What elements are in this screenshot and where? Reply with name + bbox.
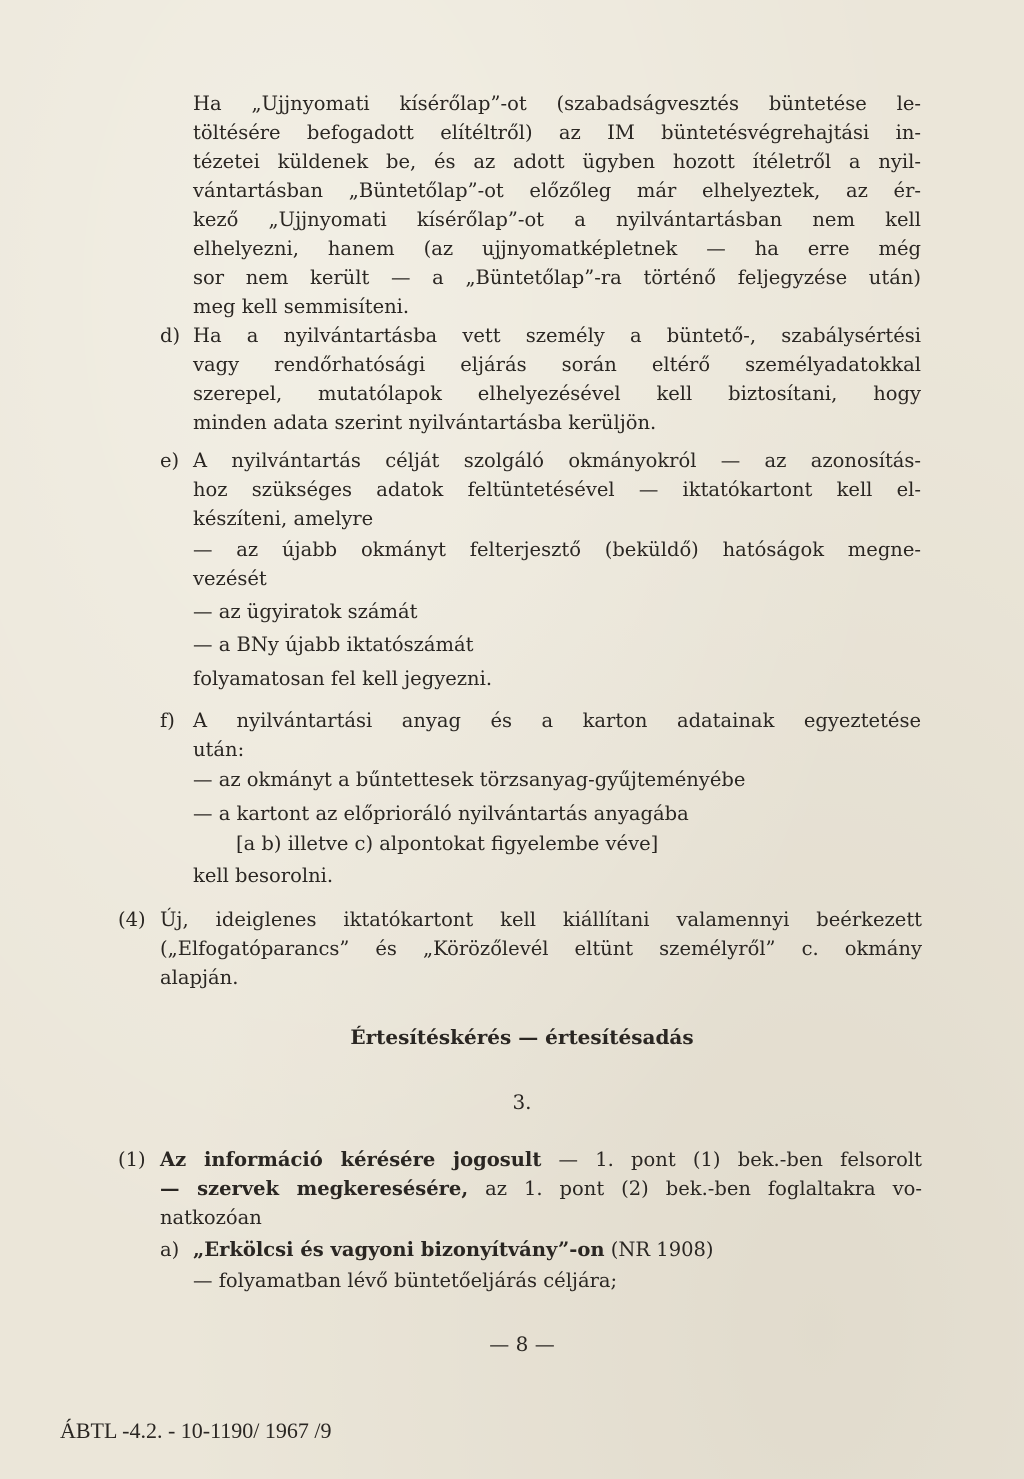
item-d-text [193, 321, 921, 437]
page-number: — 8 — [489, 1332, 555, 1356]
bold-phrase: Az információ kérésére jogosult [160, 1148, 542, 1171]
text-line: vagy rendőrhatósági eljárás során eltérő személyadatokkal [193, 353, 921, 376]
text-line: sor nem került — a „Büntetőlap”-ra történő feljegyzése után) [193, 266, 921, 289]
text-line: alapján. [160, 966, 239, 989]
text-line: — az újabb okmányt felterjesztő (beküldő) hatóságok megne- [193, 538, 921, 561]
text-line: készíteni, amelyre [193, 507, 374, 530]
item-e-closing: folyamatosan fel kell jegyezni. [193, 667, 493, 690]
item-e-text [193, 446, 921, 533]
item-f-closing: kell besorolni. [193, 864, 334, 887]
text-line [160, 1145, 922, 1174]
text-line: vezését [193, 567, 267, 590]
text-run: (NR 1908) [604, 1238, 714, 1261]
text-line: A nyilvántartási anyag és a karton adatainak egyeztetése [193, 709, 921, 732]
text-line: Új, ideiglenes iktatókartont kell kiállítani valamennyi beérkezett [160, 908, 922, 931]
bold-phrase: „Erkölcsi és vagyoni bizonyítvány”-on [193, 1238, 605, 1261]
bold-phrase: — szervek megkeresésére, [160, 1177, 469, 1200]
archive-reference: ÁBTL -4.2. - 10-1190/ 1967 /9 [60, 1418, 332, 1443]
section-number: 3. [512, 1090, 532, 1114]
item-f-label: f) [160, 709, 175, 732]
text-line: meg kell semmisíteni. [193, 295, 410, 318]
item-d-label: d) [160, 324, 181, 347]
item-1-label: (1) [118, 1148, 146, 1171]
item-a-dash-1: — folyamatban lévő büntetőeljárás céljára; [193, 1269, 618, 1292]
text-run: — 1. pont (1) bek.-ben felsorolt [541, 1148, 922, 1171]
intro-paragraph [193, 89, 921, 321]
item-f-dash-2: — a kartont az előprioráló nyilvántartás anyagába [193, 802, 689, 825]
text-line: töltésére befogadott elítéltről) az IM büntetésvégrehajtási in- [193, 121, 921, 144]
item-e-dash-3: — a BNy újabb iktatószámát [193, 633, 474, 656]
text-line: Ha „Ujjnyomati kísérőlap”-ot (szabadságvesztés büntetése le- [193, 92, 921, 115]
item-f-bracket: [a b) illetve c) alpontokat figyelembe véve] [236, 832, 659, 855]
text-line: natkozóan [160, 1206, 262, 1229]
text-run: az 1. pont (2) bek.-ben foglaltakra vo- [468, 1177, 922, 1200]
item-e-dash-2: — az ügyiratok számát [193, 600, 418, 623]
item-f-text [193, 706, 921, 764]
text-line: vántartásban „Büntetőlap”-ot előzőleg már elhelyeztek, az ér- [193, 179, 921, 202]
text-line: után: [193, 738, 245, 761]
item-4-text [160, 905, 922, 992]
text-line: A nyilvántartás célját szolgáló okmányokról — az azonosítás- [193, 449, 921, 472]
item-a-text [193, 1235, 714, 1264]
item-f-dash-1: — az okmányt a bűntettesek törzsanyag-gyűjteményébe [193, 768, 746, 791]
item-e-label: e) [160, 449, 180, 472]
text-line: minden adata szerint nyilvántartásba kerüljön. [193, 411, 657, 434]
item-4-label: (4) [118, 908, 146, 931]
text-line: tézetei küldenek be, és az adott ügyben hozott ítéletről a nyil- [193, 150, 921, 173]
item-e-dash-1 [193, 535, 921, 593]
text-line: kező „Ujjnyomati kísérőlap”-ot a nyilvántartásban nem kell [193, 208, 921, 231]
item-a-label: a) [160, 1238, 180, 1261]
section-heading: Értesítéskérés — értesítésadás [350, 1025, 694, 1049]
text-line: Ha a nyilvántartásba vett személy a büntető-, szabálysértési [193, 324, 921, 347]
item-1-text [160, 1145, 922, 1232]
text-line: („Elfogatóparancs” és „Körözőlevél eltünt személyről” c. okmány [160, 937, 922, 960]
text-line: szerepel, mutatólapok elhelyezésével kell biztosítani, hogy [193, 382, 921, 405]
text-line: hoz szükséges adatok feltüntetésével — iktatókartont kell el- [193, 478, 921, 501]
text-line: elhelyezni, hanem (az ujjnyomatképletnek — ha erre még [193, 237, 921, 260]
text-line [160, 1174, 922, 1203]
